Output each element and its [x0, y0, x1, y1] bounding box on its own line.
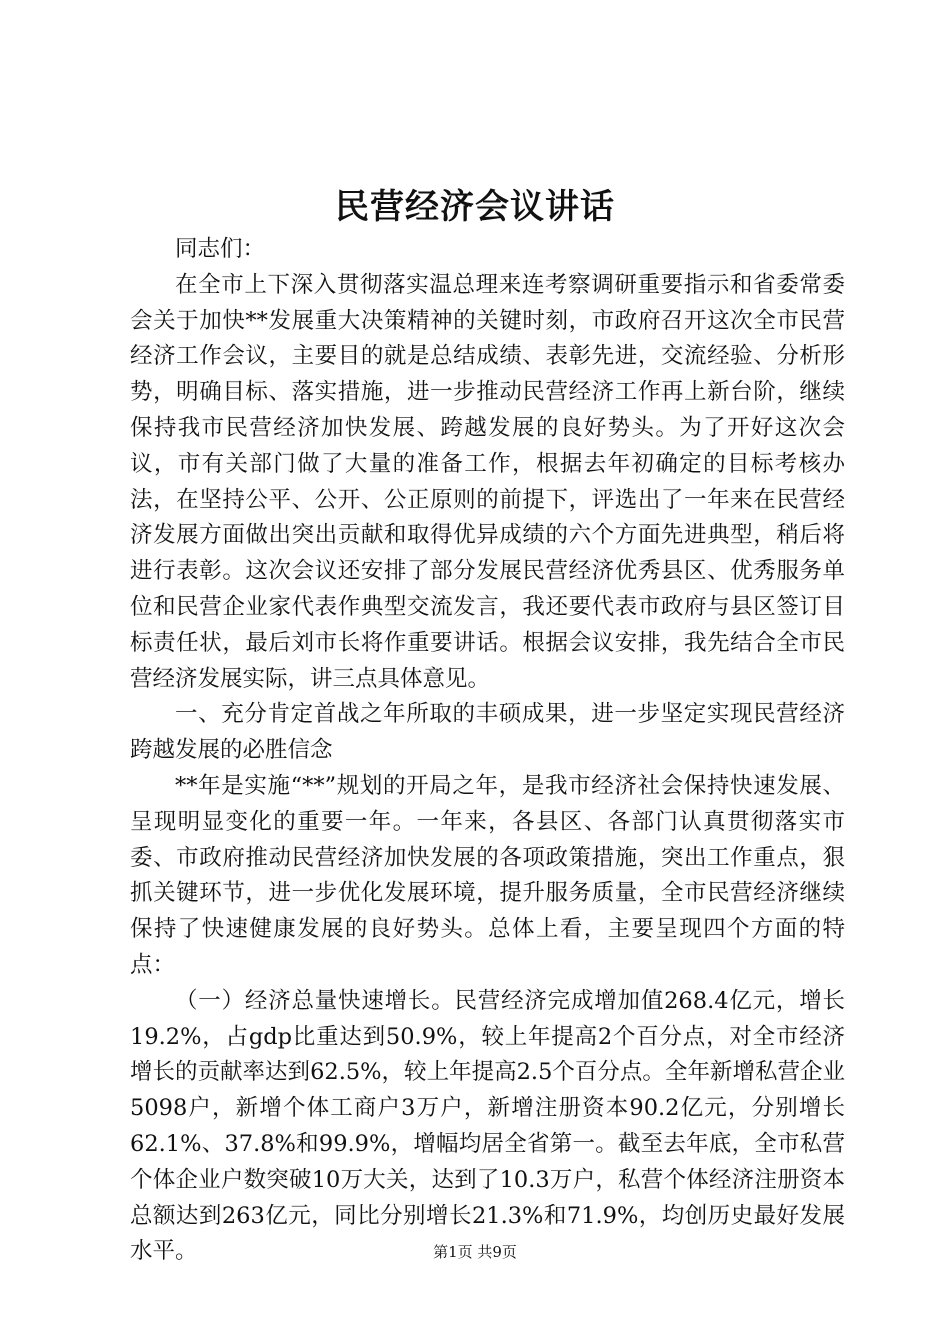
page-footer: 第1页 共9页	[433, 1243, 517, 1261]
section-heading-1: 一、充分肯定首战之年所取的丰硕成果，进一步坚定实现民营经济跨越发展的必胜信念	[130, 701, 845, 764]
document-title: 民营经济会议讲话	[335, 187, 615, 227]
salutation: 同志们：	[175, 236, 266, 262]
paragraph-intro: 在全市上下深入贯彻落实温总理来连考察调研重要指示和省委常委会关于加快**发展重大决策精神的关键时刻，市政府召开这次全市民营经济工作会议，主要目的就是总结成绩、表彰先进，交流经验、分析形势，明确目标、落实措施，进一步推动民营经济工作再上新台阶，继续保持我市民营经济加快发展、跨越发展的良好势头。为了开好这次会议，市有关部门做了大量的准备工作，根据去年初确定的目标考核办法，在坚持公平、公开、公正原则的前提下，评选出了一年来在民营经济发展方面做出突出贡献和取得优异成绩的六个方面先进典型，稍后将进行表彰。这次会议还安排了部分发展民营经济优秀县区、优秀服务单位和民营企业家代表作典型交流发言，我还要代表市政府与县区签订目标责任状，最后刘市长将作重要讲话。根据会议安排，我先结合全市民营经济发展实际，讲三点具体意见。	[130, 271, 845, 692]
paragraph-overview: **年是实施“**”规划的开局之年，是我市经济社会保持快速发展、呈现明显变化的重要一年。一年来，各县区、各部门认真贯彻落实市委、市政府推动民营经济加快发展的各项政策措施，突出工作重点，狠抓关键环节，进一步优化发展环境，提升服务质量，全市民营经济继续保持了快速健康发展的良好势头。总体上看，主要呈现四个方面的特点：	[130, 772, 845, 978]
document-body	[130, 232, 845, 1270]
paragraph-economic-growth: （一）经济总量快速增长。民营经济完成增加值268.4亿元，增长19.2%，占gdp比重达到50.9%，较上年提高2个百分点，对全市经济增长的贡献率达到62.5%，较上年提高2.5个百分点。全年新增私营企业5098户，新增个体工商户3万户，新增注册资本90.2亿元，分别增长62.1%、37.8%和99.9%，增幅均居全省第一。截至去年底，全市私营个体企业户数突破10万大关，达到了10.3万户，私营个体经济注册资本总额达到263亿元，同比分别增长21.3%和71.9%，均创历史最好发展水平。	[130, 987, 845, 1265]
